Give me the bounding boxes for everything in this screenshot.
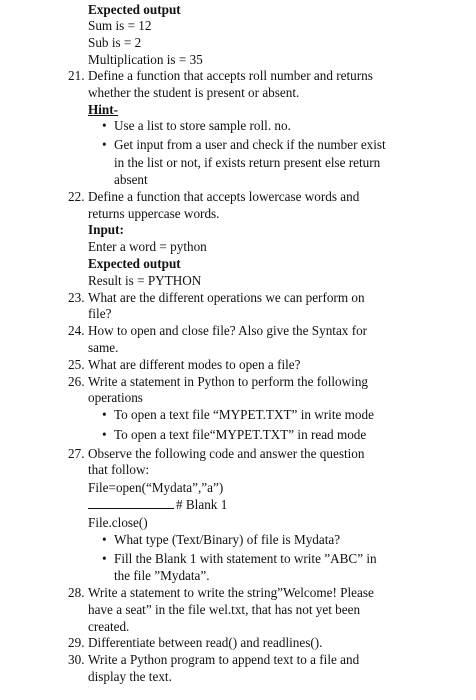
q22-input-heading: Input: [88, 222, 124, 237]
sub-output: Sub is = 2 [88, 35, 142, 50]
q26-bullet2: To open a text file“MYPET.TXT” in read mode [114, 427, 367, 442]
q23-number: 23. [68, 290, 85, 305]
q26-number: 26. [68, 374, 85, 389]
q30-line2: display the text. [88, 669, 172, 684]
expected-output-heading: Expected output [88, 2, 181, 17]
q27-code-line3: File.close() [88, 515, 148, 530]
q22-input-value: Enter a word = python [88, 239, 207, 254]
q24-line1: How to open and close file? Also give the Syntax for [88, 323, 368, 338]
bullet-icon: • [102, 551, 107, 566]
q29-number: 29. [68, 635, 85, 650]
bullet-icon: • [102, 137, 107, 152]
q26-line2: operations [88, 390, 143, 405]
q27-number: 27. [68, 446, 85, 461]
q21-hint-bullet1: Use a list to store sample roll. no. [114, 118, 291, 133]
q21-hint-bullet2-line1: Get input from a user and check if the number exist [114, 137, 386, 152]
q22-line1: Define a function that accepts lowercase words and [88, 189, 360, 204]
q21-hint-heading: Hint- [88, 102, 119, 117]
multiplication-output: Multiplication is = 35 [88, 52, 203, 67]
q21-line1: Define a function that accepts roll number and returns [88, 68, 373, 83]
q27-line2: that follow: [88, 462, 150, 477]
q21-hint-bullet2-line3: absent [114, 172, 148, 187]
q27-line1: Observe the following code and answer the question [88, 446, 365, 461]
q24-line2: same. [88, 340, 119, 355]
q23-line1: What are the different operations we can perform on [88, 290, 365, 305]
q27-bullet1: What type (Text/Binary) of file is Mydata? [114, 532, 341, 547]
q22-number: 22. [68, 189, 85, 204]
q21-line2: whether the student is present or absent. [88, 85, 300, 100]
q25-number: 25. [68, 357, 85, 372]
q23-line2: file? [88, 306, 112, 321]
q22-expected-heading: Expected output [88, 256, 181, 271]
q26-bullet1: To open a text file “MYPET.TXT” in write mode [114, 407, 374, 422]
q27-bullet2-line2: the file ”Mydata”. [114, 568, 210, 583]
sum-output: Sum is = 12 [88, 18, 152, 33]
bullet-icon: • [102, 532, 107, 547]
q27-code-line2 [88, 497, 227, 513]
q25-line1: What are different modes to open a file? [88, 357, 301, 372]
bullet-icon: • [102, 407, 107, 422]
bullet-icon: • [102, 427, 107, 442]
q22-line2: returns uppercase words. [88, 206, 220, 221]
q27-code-line1: File=open(“Mydata”,”a”) [88, 480, 224, 495]
q21-number: 21. [68, 68, 85, 83]
q28-number: 28. [68, 585, 85, 600]
q21-hint-bullet2-line2: in the list or not, if exists return present else return [114, 155, 381, 170]
q30-line1: Write a Python program to append text to a file and [88, 652, 360, 667]
q27-blank-comment: # Blank 1 [176, 497, 228, 512]
q28-line1: Write a statement to write the string”Welcome! Please [88, 585, 374, 600]
q27-bullet2-line1: Fill the Blank 1 with statement to write ”ABC” in [114, 551, 377, 566]
q30-number: 30. [68, 652, 85, 667]
q22-result: Result is = PYTHON [88, 273, 202, 288]
q28-line2: have a seat” in the file wel.txt, that has not yet been [88, 602, 361, 617]
q29-line1: Differentiate between read() and readlines(). [88, 635, 323, 650]
q28-line3: created. [88, 619, 130, 634]
q26-line1: Write a statement in Python to perform the following [88, 374, 369, 389]
bullet-icon: • [102, 118, 107, 133]
blank-underline [88, 497, 174, 509]
q24-number: 24. [68, 323, 85, 338]
